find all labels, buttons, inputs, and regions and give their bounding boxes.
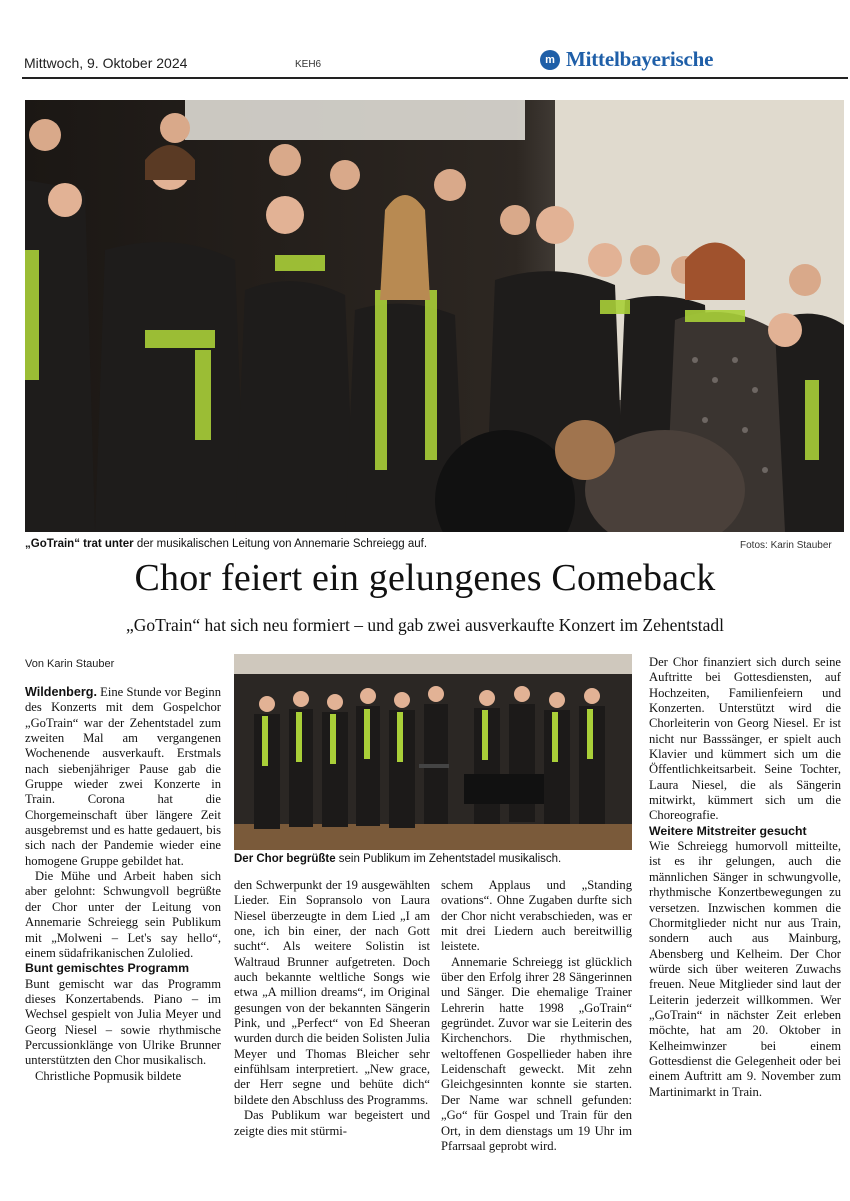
byline: Von Karin Stauber: [25, 658, 115, 670]
headline: Chor feiert ein gelungenes Comeback: [134, 557, 716, 599]
article-column-2: [234, 878, 430, 1139]
article-paragraph: Das Publikum war begeistert und zeigte dies mit stürmi-: [234, 1108, 430, 1138]
main-choir-photo: [25, 100, 844, 532]
logo-mark-icon: m: [540, 50, 560, 70]
newspaper-logo: [540, 47, 713, 72]
main-photo-caption: [25, 538, 427, 550]
article-paragraph: Die Mühe und Arbeit haben sich aber gelohnt: Schwungvoll begrüßte der Chor unter der Leitung von Annemarie Schreiegg sein Publikum mit „Molweni – Let's say hello“, einem südafrikanischen Zulolied.: [25, 869, 221, 960]
article-paragraph: schem Applaus und „Standing ovations“. Ohne Zugaben durfte sich der Chor nicht verabschieden, was er mit drei Liedern auch bereitwillig leistete.: [441, 878, 632, 954]
article-paragraph: Eine Stunde vor Beginn des Konzerts mit dem Gospelchor „GoTrain“ war der Zehentstadel zum zweiten Mal am vergangenen Wochenende ausverkauft. Erstmals nach siebenjähriger Pause gab die Gruppe wieder zwei Konzerte in Train. Corona hat die Chorgemeinschaft über längere Zeit ausgebremst und es hatte gedauert, bis sich nach der Pandemie wieder eine homogene Gruppe gebildet hat.: [25, 685, 221, 868]
article-paragraph: den Schwerpunkt der 19 ausgewählten Lieder. Ein Sopransolo von Laura Niesel überzeugte in dem Lied „I am one, ich bin einer, der nach Gott sucht“. Als weitere Solistin ist Waltraud Brunner aufgetreten. Doch auch bekannte weltliche Songs wie etwa „A million dreams“, im Original gesungen von der bekannten Sängerin Pink, und „Perfect“ von Ed Sheeran wurden durch die beiden Solisten Julia Meyer und Thomas Bleicher sehr einfühlsam interpretiert. „New grace, der Herr segne und behüte dich“ bildete den Abschluss des Programms.: [234, 878, 430, 1107]
article-column-1: [25, 685, 221, 1084]
logo-name: Mittelbayerische: [566, 47, 714, 71]
second-caption-bold: Der Chor begrüßte: [234, 853, 336, 865]
issue-date: Mittwoch, 9. Oktober 2024: [24, 55, 188, 71]
section-heading: Weitere Mitstreiter gesucht: [649, 823, 807, 838]
main-caption-bold: „GoTrain“ trat unter: [25, 538, 134, 550]
article-paragraph: Annemarie Schreiegg ist glücklich über den Erfolg ihrer 28 Sängerinnen und Sänger. Die ehemalige Trainer Lehrerin hatte 1998 „GoTrain“ gegründet. Zuvor war sie Leiterin des Kirchenchors. Die rhythmischen, weltoffenen Gospellieder haben ihre Leidenschaft geweckt. Mit zehn Gleichgesinnten konnte sie starten. Der Name war schnell gefunden: „Go“ für Gospel und Train für den Ort, in dem dienstags um 19 Uhr im Pfarrsaal geprobt wird.: [441, 954, 632, 1153]
header-rule: [22, 77, 848, 79]
section-heading: Bunt gemischtes Programm: [25, 961, 189, 976]
article-paragraph: Bunt gemischt war das Programm dieses Konzertabends. Piano – im Wechsel gespielt von Julia Meyer und Georg Niesel – sowie rhythmische Percussionklänge von Ulrike Brunner unterstützten den Chor musikalisch.: [25, 976, 221, 1068]
article-paragraph: Der Chor finanziert sich durch seine Auftritte bei Gottesdiensten, auf Hochzeiten, Familienfeiern und Konzerten. Unterstützt wird die Chorleiterin von Georg Niesel. Er ist nicht nur Basssänger, er spielt auch Klavier und kümmert sich um die Öffentlichkeitsarbeit. Seine Tochter, Laura Niesel, die als Sängerin mitwirkt, kümmert sich um die Choreografie.: [649, 655, 841, 823]
article-paragraph: Christliche Popmusik bildete: [35, 1068, 182, 1083]
dateline: Wildenberg.: [25, 685, 97, 699]
article-column-4: [649, 655, 841, 1100]
article-column-3: [441, 878, 632, 1154]
main-caption-text: der musikalischen Leitung von Annemarie Schreiegg auf.: [133, 538, 428, 550]
second-choir-photo: [234, 654, 632, 850]
subheadline: „GoTrain“ hat sich neu formiert – und gab zwei ausverkaufte Konzert im Zehentstadl: [125, 615, 725, 635]
second-caption-text: sein Publikum im Zehentstadel musikalisch.: [335, 853, 562, 865]
page-code: KEH6: [295, 59, 322, 70]
article-paragraph: Wie Schreiegg humorvoll mitteilte, ist es ihr gelungen, auch die männlichen Sänger in schwungvolle, rhythmische Konzertbewegungen zu versetzen. Inzwischen kommen die Chormitglieder nicht nur aus Train, sondern auch aus Mainburg, Abensberg und Kelheim. Der Chor würde sich über weiteren Zuwachs freuen. Neue Mitglieder sind laut der Leiterin jederzeit willkommen. Wer „GoTrain“ in nächster Zeit erleben möchte, hat am 20. Oktober in Kelheimwinzer bei einem Gottesdienst die Gelegenheit oder bei einem Auftritt am 9. November zum Martinimarkt in Train.: [649, 839, 841, 1099]
photo-credit: Fotos: Karin Stauber: [740, 540, 832, 551]
second-photo-caption: [234, 853, 561, 865]
